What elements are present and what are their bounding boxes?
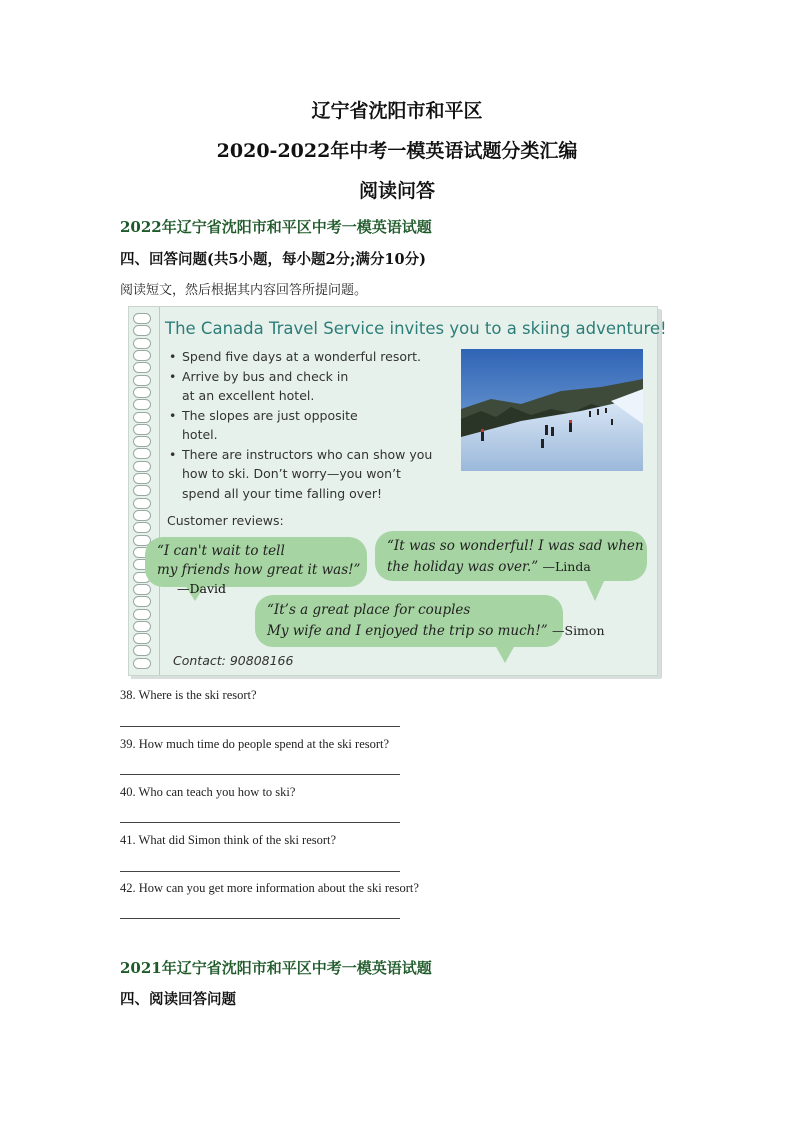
ski-slope-photo — [461, 349, 643, 471]
review-bubble-linda — [375, 531, 647, 581]
section-2022-heading: 2022年辽宁省沈阳市和平区中考一模英语试题 — [120, 218, 432, 236]
question-40: 40. Who can teach you how to ski? — [120, 785, 296, 799]
notebook-margin-line — [159, 307, 160, 675]
review-author-linda: —Linda — [542, 559, 591, 574]
doc-title-region: 辽宁省沈阳市和平区 — [311, 100, 483, 122]
answer-line-38[interactable] — [120, 726, 400, 727]
doc-title-series: 2020-2022年中考一模英语试题分类汇编 — [216, 140, 578, 162]
ad-bullet-list — [169, 347, 459, 503]
section-2021-heading: 2021年辽宁省沈阳市和平区中考一模英语试题 — [120, 959, 432, 977]
answer-line-40[interactable] — [120, 822, 400, 823]
bullet-item: • The slopes are just opposite hotel. — [169, 406, 459, 445]
question-38: 38. Where is the ski resort? — [120, 688, 257, 702]
travel-ad-card — [128, 306, 667, 676]
bullet-item: • Spend five days at a wonderful resort. — [169, 347, 459, 367]
notebook-spiral — [133, 313, 155, 669]
bullet-item: • Arrive by bus and check in at an excellent hotel. — [169, 367, 459, 406]
question-41: 41. What did Simon think of the ski resort? — [120, 833, 337, 847]
review-author-david: —David — [177, 581, 227, 596]
review-text-line: “It was so wonderful! I was sad when — [387, 538, 644, 554]
review-bubble-david — [145, 537, 367, 587]
review-text-line: “It’s a great place for couples — [267, 602, 471, 618]
review-text-line: my friends how great it was!” — [157, 562, 361, 578]
review-bubble-simon — [255, 595, 605, 647]
review-text-line: “I can't wait to tell — [157, 543, 285, 559]
section-2021-part: 四、阅读回答问题 — [120, 991, 236, 1008]
reading-instruction: 阅读短文，然后根据其内容回答所提问题。 — [120, 283, 368, 298]
answer-line-41[interactable] — [120, 871, 400, 872]
review-author-simon: —Simon — [552, 623, 605, 638]
answer-line-39[interactable] — [120, 774, 400, 775]
contact-info: Contact: 90808166 — [173, 653, 294, 668]
doc-title-topic: 阅读问答 — [358, 180, 435, 202]
question-39: 39. How much time do people spend at the ski resort? — [120, 737, 390, 751]
question-42: 42. How can you get more information about the ski resort? — [120, 881, 419, 895]
ad-title: The Canada Travel Service invites you to a skiing adventure! — [165, 319, 667, 338]
reviews-label: Customer reviews: — [167, 513, 284, 528]
bullet-item: • There are instructors who can show you how to ski. Don’t worry—you won’t spend all your time falling over! — [169, 445, 459, 504]
review-text-line: the holiday was over.” — [387, 559, 539, 575]
review-text-line: My wife and I enjoyed the trip so much!” — [267, 623, 548, 639]
answer-line-42[interactable] — [120, 918, 400, 919]
section-2022-part: 四、回答问题(共5小题，每小题2分;满分10分) — [120, 251, 426, 268]
